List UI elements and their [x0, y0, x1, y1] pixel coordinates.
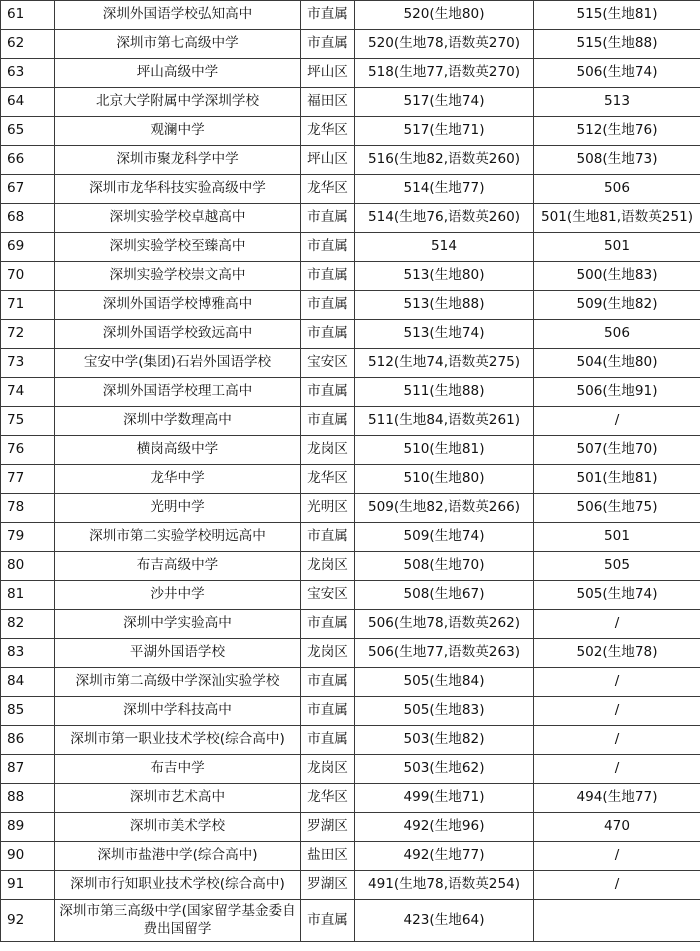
score-2023-cell: 506(生地78,语数英262)	[355, 610, 534, 639]
district-cell: 市直属	[301, 291, 355, 320]
score-2022-cell: 512(生地76)	[534, 117, 700, 146]
table-row	[1, 320, 700, 349]
table-row	[1, 436, 700, 465]
school-name-cell: 深圳中学科技高中	[55, 697, 301, 726]
table-row	[1, 262, 700, 291]
table-row	[1, 523, 700, 552]
school-name-cell: 坪山高级中学	[55, 59, 301, 88]
table-row	[1, 146, 700, 175]
table-row	[1, 668, 700, 697]
table-row	[1, 610, 700, 639]
district-cell: 龙岗区	[301, 755, 355, 784]
table-row	[1, 697, 700, 726]
row-number-cell: 84	[1, 668, 55, 697]
school-name-cell: 深圳市美术学校	[55, 813, 301, 842]
score-2023-cell: 511(生地84,语数英261)	[355, 407, 534, 436]
school-name-cell: 沙井中学	[55, 581, 301, 610]
score-2022-cell: 505(生地74)	[534, 581, 700, 610]
score-2023-cell: 509(生地74)	[355, 523, 534, 552]
district-cell: 市直属	[301, 233, 355, 262]
score-2023-cell: 508(生地67)	[355, 581, 534, 610]
district-cell: 坪山区	[301, 59, 355, 88]
score-2022-cell: 515(生地88)	[534, 30, 700, 59]
score-2023-cell: 491(生地78,语数英254)	[355, 871, 534, 900]
district-cell: 市直属	[301, 30, 355, 59]
school-name-cell: 深圳外国语学校弘知高中	[55, 1, 301, 30]
row-number-cell: 72	[1, 320, 55, 349]
table-row	[1, 639, 700, 668]
table-row	[1, 407, 700, 436]
score-2022-cell: 504(生地80)	[534, 349, 700, 378]
score-2023-cell: 517(生地71)	[355, 117, 534, 146]
score-2023-cell: 492(生地96)	[355, 813, 534, 842]
table-body	[1, 1, 700, 942]
school-name-cell: 深圳中学数理高中	[55, 407, 301, 436]
school-name-cell: 深圳外国语学校理工高中	[55, 378, 301, 407]
score-2022-cell: 515(生地81)	[534, 1, 700, 30]
district-cell: 市直属	[301, 1, 355, 30]
school-name-cell: 深圳实验学校至臻高中	[55, 233, 301, 262]
score-2023-cell: 505(生地83)	[355, 697, 534, 726]
row-number-cell: 75	[1, 407, 55, 436]
row-number-cell: 86	[1, 726, 55, 755]
school-name-cell: 深圳市第二实验学校明远高中	[55, 523, 301, 552]
district-cell: 市直属	[301, 610, 355, 639]
school-name-cell: 横岗高级中学	[55, 436, 301, 465]
table-row	[1, 175, 700, 204]
row-number-cell: 76	[1, 436, 55, 465]
score-2023-cell: 492(生地77)	[355, 842, 534, 871]
school-name-cell: 龙华中学	[55, 465, 301, 494]
school-name-cell: 布吉高级中学	[55, 552, 301, 581]
school-name-cell: 观澜中学	[55, 117, 301, 146]
table-row	[1, 813, 700, 842]
school-name-cell: 平湖外国语学校	[55, 639, 301, 668]
score-2023-cell: 513(生地88)	[355, 291, 534, 320]
score-2023-cell: 513(生地74)	[355, 320, 534, 349]
score-2023-cell: 514	[355, 233, 534, 262]
table-row	[1, 291, 700, 320]
table-row	[1, 581, 700, 610]
school-name-cell: 深圳市第二高级中学深汕实验学校	[55, 668, 301, 697]
table-row	[1, 117, 700, 146]
score-2022-cell: /	[534, 407, 700, 436]
score-2022-cell: 508(生地73)	[534, 146, 700, 175]
table-row	[1, 1, 700, 30]
score-2023-cell: 512(生地74,语数英275)	[355, 349, 534, 378]
table-row	[1, 88, 700, 117]
district-cell: 龙岗区	[301, 436, 355, 465]
district-cell: 市直属	[301, 900, 355, 942]
district-cell: 市直属	[301, 523, 355, 552]
row-number-cell: 80	[1, 552, 55, 581]
district-cell: 市直属	[301, 668, 355, 697]
score-2022-cell: 505	[534, 552, 700, 581]
table-row	[1, 784, 700, 813]
row-number-cell: 65	[1, 117, 55, 146]
school-name-cell: 北京大学附属中学深圳学校	[55, 88, 301, 117]
row-number-cell: 83	[1, 639, 55, 668]
row-number-cell: 79	[1, 523, 55, 552]
score-2022-cell: 513	[534, 88, 700, 117]
district-cell: 市直属	[301, 697, 355, 726]
school-name-cell: 深圳市行知职业技术学校(综合高中)	[55, 871, 301, 900]
score-2023-cell: 514(生地76,语数英260)	[355, 204, 534, 233]
district-cell: 市直属	[301, 407, 355, 436]
school-name-cell: 深圳市第三高级中学(国家留学基金委自费出国留学	[55, 900, 301, 942]
school-name-cell: 布吉中学	[55, 755, 301, 784]
score-2022-cell: /	[534, 842, 700, 871]
row-number-cell: 70	[1, 262, 55, 291]
score-2022-cell: 506(生地75)	[534, 494, 700, 523]
row-number-cell: 64	[1, 88, 55, 117]
score-2023-cell: 505(生地84)	[355, 668, 534, 697]
score-2023-cell: 509(生地82,语数英266)	[355, 494, 534, 523]
row-number-cell: 85	[1, 697, 55, 726]
table-row	[1, 465, 700, 494]
row-number-cell: 91	[1, 871, 55, 900]
score-2023-cell: 513(生地80)	[355, 262, 534, 291]
table-row	[1, 378, 700, 407]
score-2022-cell: /	[534, 697, 700, 726]
district-cell: 市直属	[301, 204, 355, 233]
row-number-cell: 68	[1, 204, 55, 233]
score-2023-cell: 511(生地88)	[355, 378, 534, 407]
district-cell: 龙岗区	[301, 552, 355, 581]
district-cell: 宝安区	[301, 581, 355, 610]
row-number-cell: 67	[1, 175, 55, 204]
district-cell: 市直属	[301, 726, 355, 755]
row-number-cell: 89	[1, 813, 55, 842]
score-2022-cell: 502(生地78)	[534, 639, 700, 668]
score-2022-cell: 470	[534, 813, 700, 842]
score-2022-cell: 506	[534, 175, 700, 204]
district-cell: 市直属	[301, 378, 355, 407]
score-2022-cell: 500(生地83)	[534, 262, 700, 291]
district-cell: 龙华区	[301, 175, 355, 204]
row-number-cell: 73	[1, 349, 55, 378]
district-cell: 龙岗区	[301, 639, 355, 668]
score-2023-cell: 514(生地77)	[355, 175, 534, 204]
district-cell: 福田区	[301, 88, 355, 117]
school-name-cell: 深圳中学实验高中	[55, 610, 301, 639]
table-row	[1, 59, 700, 88]
school-name-cell: 深圳外国语学校致远高中	[55, 320, 301, 349]
score-2023-cell: 517(生地74)	[355, 88, 534, 117]
district-cell: 龙华区	[301, 784, 355, 813]
school-name-cell: 深圳市第七高级中学	[55, 30, 301, 59]
score-2022-cell: /	[534, 610, 700, 639]
school-name-cell: 深圳市聚龙科学中学	[55, 146, 301, 175]
score-2022-cell: /	[534, 726, 700, 755]
row-number-cell: 82	[1, 610, 55, 639]
score-2022-cell: /	[534, 871, 700, 900]
school-name-cell: 深圳市艺术高中	[55, 784, 301, 813]
row-number-cell: 90	[1, 842, 55, 871]
row-number-cell: 77	[1, 465, 55, 494]
table-row	[1, 233, 700, 262]
score-2023-cell: 423(生地64)	[355, 900, 534, 942]
row-number-cell: 92	[1, 900, 55, 942]
score-2023-cell: 503(生地82)	[355, 726, 534, 755]
score-2023-cell: 499(生地71)	[355, 784, 534, 813]
table-row	[1, 552, 700, 581]
school-name-cell: 光明中学	[55, 494, 301, 523]
row-number-cell: 62	[1, 30, 55, 59]
district-cell: 龙华区	[301, 465, 355, 494]
table-row	[1, 842, 700, 871]
score-2022-cell: /	[534, 668, 700, 697]
score-2022-cell: 501	[534, 233, 700, 262]
score-2022-cell: /	[534, 755, 700, 784]
district-cell: 罗湖区	[301, 813, 355, 842]
district-cell: 市直属	[301, 320, 355, 349]
table-row	[1, 349, 700, 378]
row-number-cell: 61	[1, 1, 55, 30]
district-cell: 宝安区	[301, 349, 355, 378]
school-name-cell: 深圳市第一职业技术学校(综合高中)	[55, 726, 301, 755]
school-name-cell: 深圳外国语学校博雅高中	[55, 291, 301, 320]
score-2022-cell: 501(生地81)	[534, 465, 700, 494]
score-2023-cell: 516(生地82,语数英260)	[355, 146, 534, 175]
table-row	[1, 204, 700, 233]
row-number-cell: 71	[1, 291, 55, 320]
table-row	[1, 30, 700, 59]
score-2023-cell: 503(生地62)	[355, 755, 534, 784]
school-name-cell: 宝安中学(集团)石岩外国语学校	[55, 349, 301, 378]
table-row	[1, 755, 700, 784]
score-2023-cell: 510(生地81)	[355, 436, 534, 465]
school-name-cell: 深圳实验学校崇文高中	[55, 262, 301, 291]
district-cell: 坪山区	[301, 146, 355, 175]
score-2022-cell: 506(生地74)	[534, 59, 700, 88]
district-cell: 市直属	[301, 262, 355, 291]
score-2022-cell: 506(生地91)	[534, 378, 700, 407]
score-2023-cell: 508(生地70)	[355, 552, 534, 581]
score-2023-cell: 506(生地77,语数英263)	[355, 639, 534, 668]
school-name-cell: 深圳市盐港中学(综合高中)	[55, 842, 301, 871]
school-name-cell: 深圳市龙华科技实验高级中学	[55, 175, 301, 204]
row-number-cell: 63	[1, 59, 55, 88]
school-name-cell: 深圳实验学校卓越高中	[55, 204, 301, 233]
score-2022-cell: 501	[534, 523, 700, 552]
district-cell: 龙华区	[301, 117, 355, 146]
table-row	[1, 900, 700, 942]
district-cell: 盐田区	[301, 842, 355, 871]
table-row	[1, 871, 700, 900]
district-cell: 光明区	[301, 494, 355, 523]
score-2023-cell: 520(生地78,语数英270)	[355, 30, 534, 59]
row-number-cell: 78	[1, 494, 55, 523]
row-number-cell: 81	[1, 581, 55, 610]
score-2022-cell: 507(生地70)	[534, 436, 700, 465]
score-2022-cell: 494(生地77)	[534, 784, 700, 813]
score-2023-cell: 510(生地80)	[355, 465, 534, 494]
score-2022-cell	[534, 900, 700, 942]
row-number-cell: 69	[1, 233, 55, 262]
row-number-cell: 66	[1, 146, 55, 175]
table-row	[1, 494, 700, 523]
row-number-cell: 87	[1, 755, 55, 784]
score-2022-cell: 506	[534, 320, 700, 349]
row-number-cell: 74	[1, 378, 55, 407]
score-2023-cell: 518(生地77,语数英270)	[355, 59, 534, 88]
row-number-cell: 88	[1, 784, 55, 813]
table-row	[1, 726, 700, 755]
district-cell: 罗湖区	[301, 871, 355, 900]
score-2022-cell: 501(生地81,语数英251)	[534, 204, 700, 233]
score-2022-cell: 509(生地82)	[534, 291, 700, 320]
score-2023-cell: 520(生地80)	[355, 1, 534, 30]
